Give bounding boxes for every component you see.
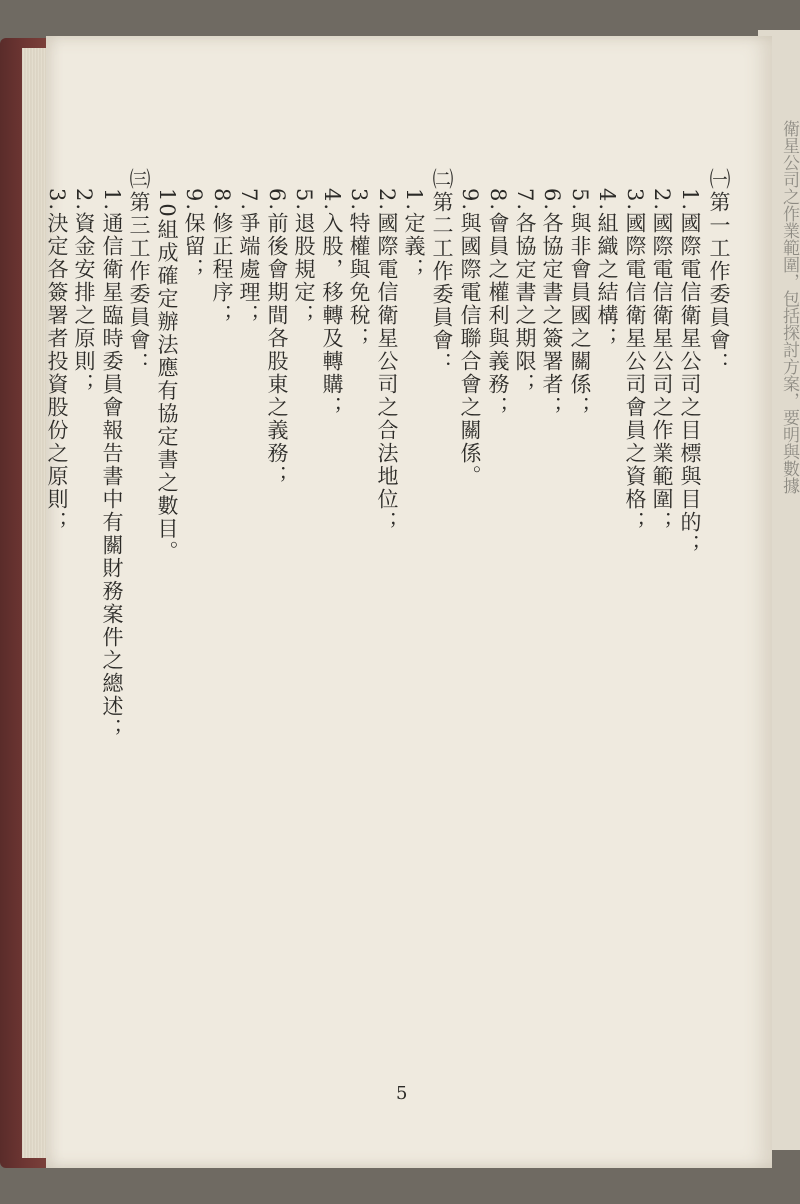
text-column: 4.入股，移轉及轉購；	[320, 188, 344, 420]
text-column: 7.爭端處理；	[237, 188, 261, 328]
text-column: 1.國際電信衛星公司之目標與目的；	[678, 188, 702, 558]
text-column: 1.定義；	[402, 188, 426, 282]
text-column: 2.國際電信衛星公司之作業範圍；	[650, 188, 674, 535]
text-column: 4.組織之結構；	[595, 188, 619, 351]
text-column: 9.與國際電信聯合會之關係。	[458, 188, 482, 489]
text-column: 10組成確定辦法應有協定書之數目。	[155, 188, 179, 564]
section-heading-2: ㈡第二工作委員會：	[430, 168, 454, 375]
text-column: 8.會員之權利與義務；	[486, 188, 510, 420]
text-column: 8.修正程序；	[210, 188, 234, 328]
text-column: 1.通信衛星臨時委員會報告書中有關財務案件之總述；	[100, 188, 124, 742]
section-heading-1: ㈠第一工作委員會：	[707, 168, 731, 375]
text-column: 2.資金安排之原則；	[72, 188, 96, 397]
adjacent-page-text: 衛星公司之作業範圍，包括探討方案，要明與數據	[779, 120, 799, 494]
text-column: 3.特權與免稅；	[347, 188, 371, 351]
text-column: 7.各協定書之期限；	[513, 188, 537, 397]
section-heading-3: ㈢第三工作委員會：	[127, 168, 151, 375]
text-column: 3.決定各簽署者投資股份之原則；	[45, 188, 69, 535]
text-column: 3.國際電信衛星公司會員之資格；	[623, 188, 647, 535]
text-column: 5.退股規定；	[292, 188, 316, 328]
book-page	[46, 36, 772, 1168]
text-column: 5.與非會員國之關係；	[568, 188, 592, 420]
text-column: 9.保留；	[182, 188, 206, 282]
text-column: 6.各協定書之簽署者；	[540, 188, 564, 420]
text-column: 6.前後會期間各股東之義務；	[265, 188, 289, 489]
page-number: 5	[396, 1083, 408, 1104]
text-column: 2.國際電信衛星公司之合法地位；	[375, 188, 399, 535]
